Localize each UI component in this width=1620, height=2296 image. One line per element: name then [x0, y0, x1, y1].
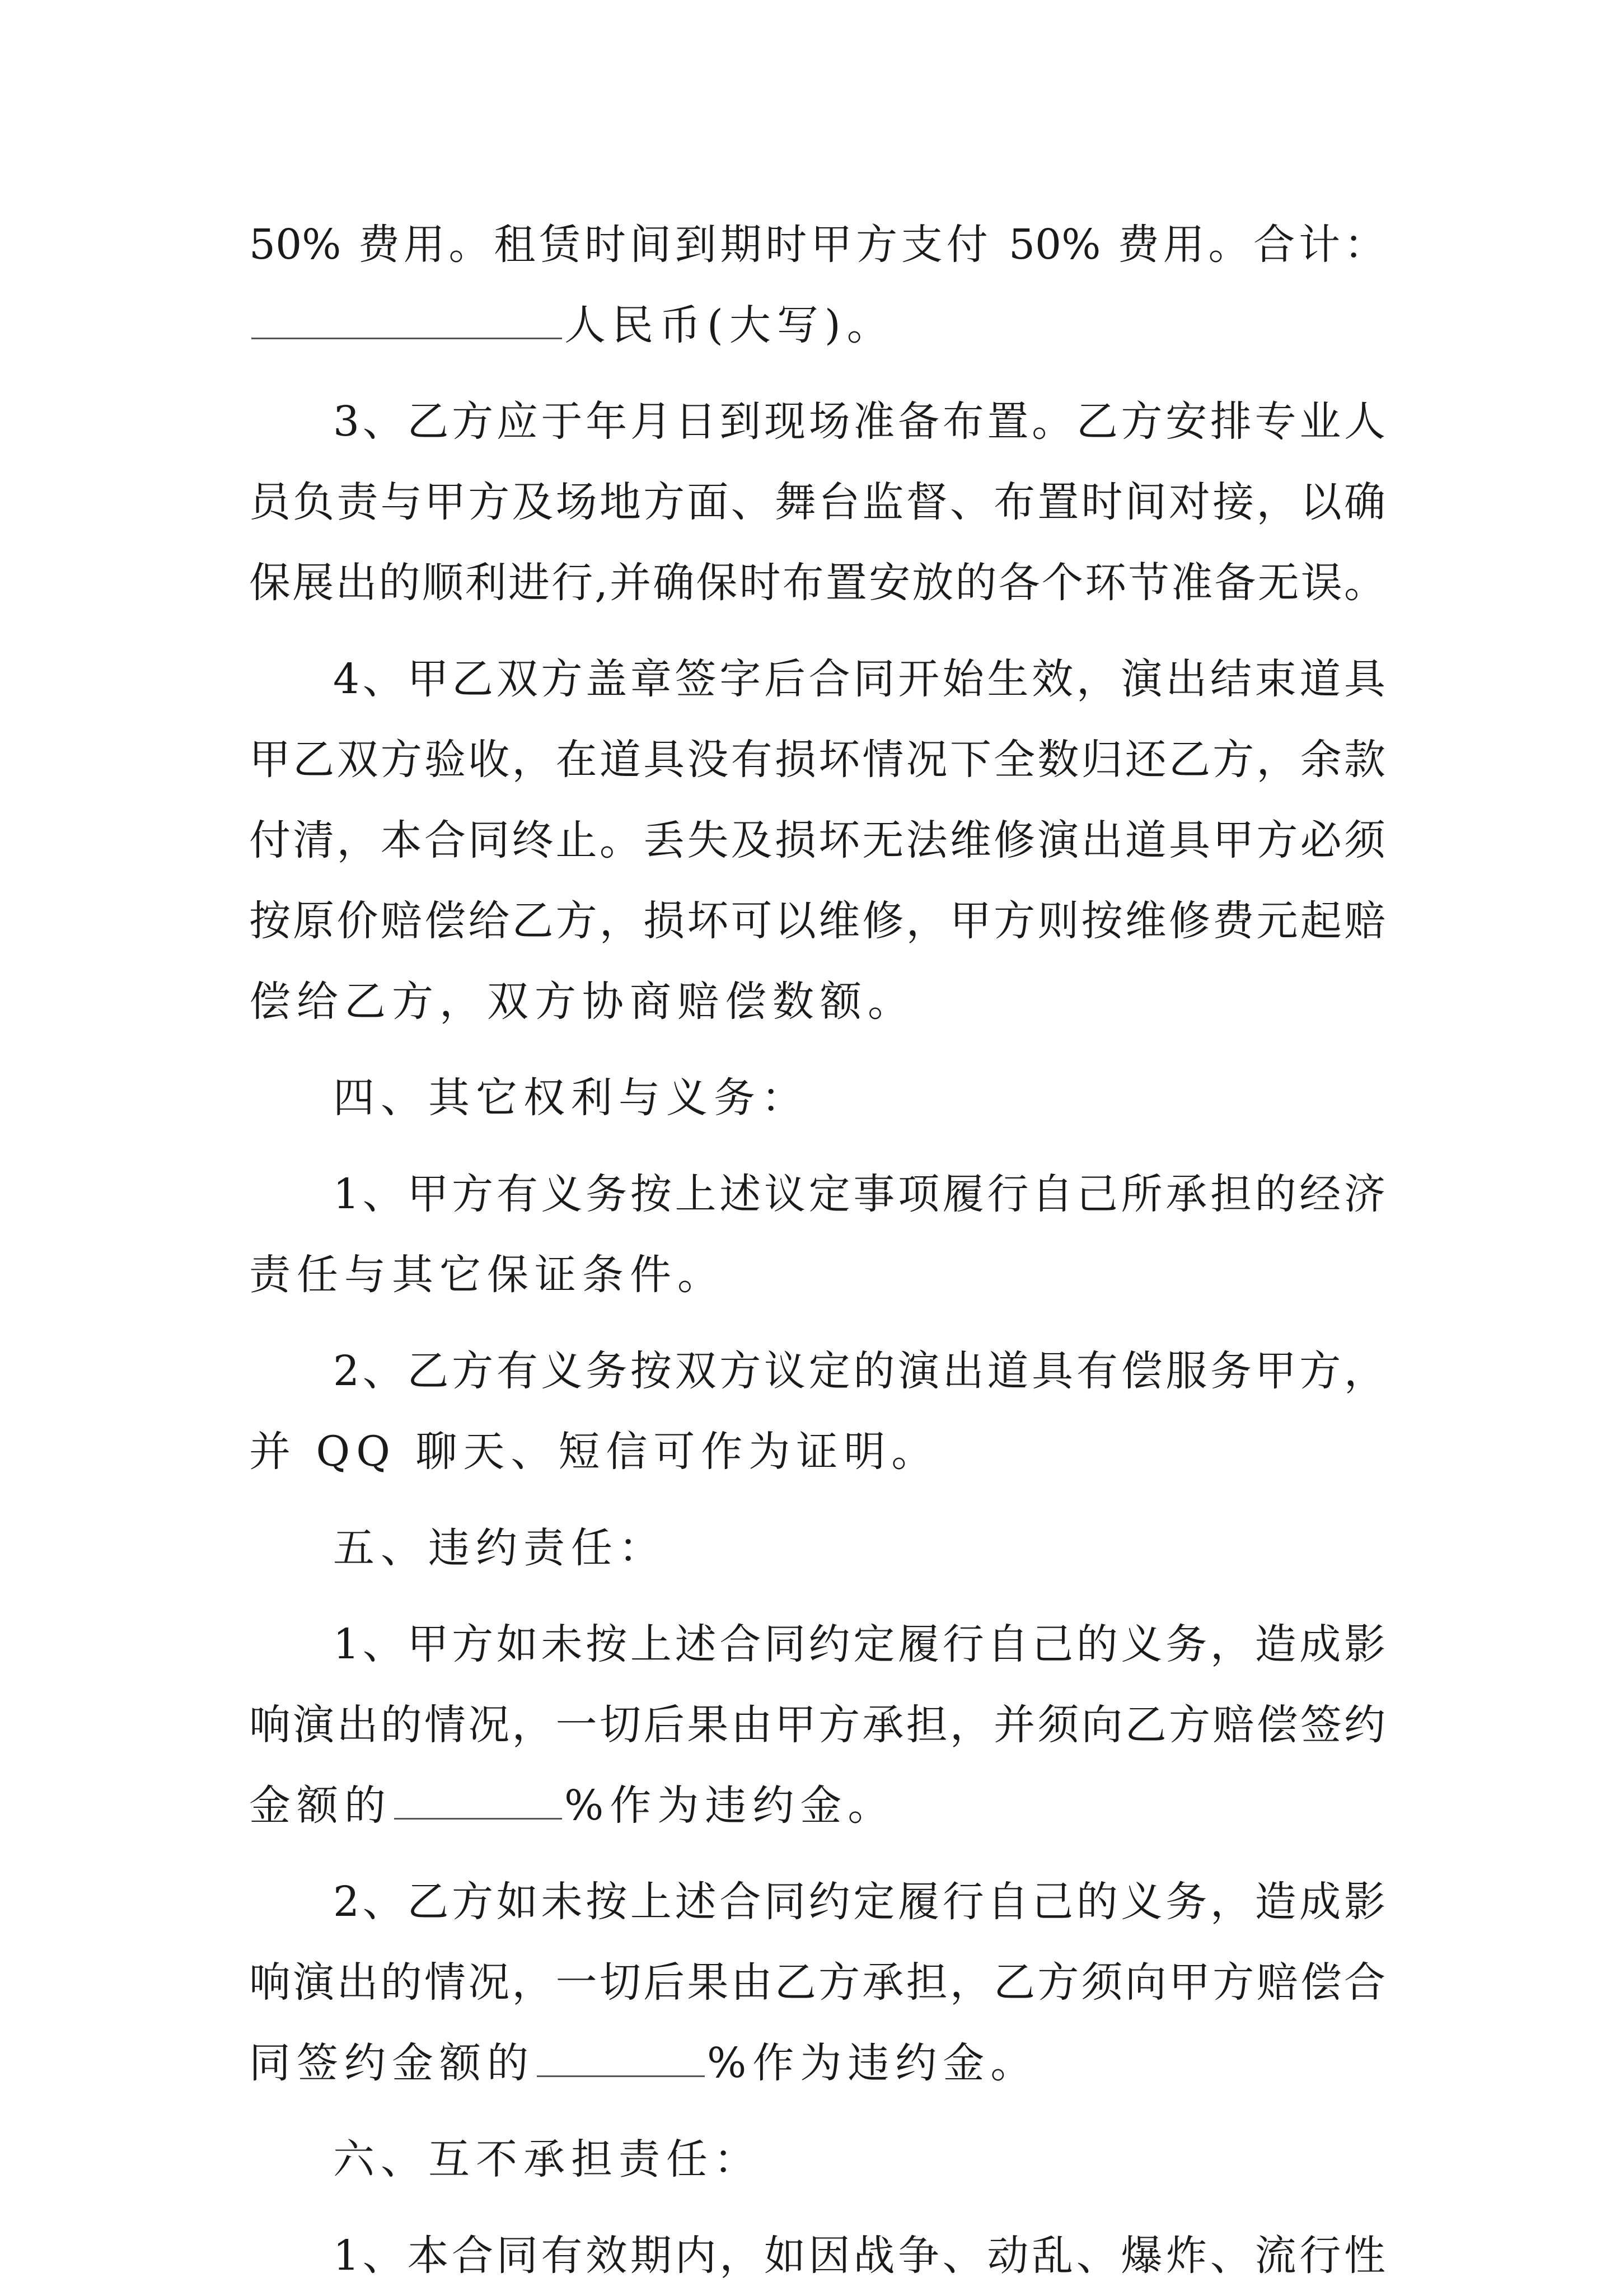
- text-line: 按原价赔偿给乙方，损坏可以维修，甲方则按维修费元起赔: [249, 897, 1385, 945]
- section-heading-rights-obligations: [249, 1058, 1385, 1138]
- text-line: 响演出的情况，一切后果由乙方承担，乙方须向甲方赔偿合: [249, 1958, 1385, 2007]
- section-heading: 六、互不承担责任：: [333, 2135, 761, 2183]
- text-line: 响演出的情况，一切后果由甲方承担，并须向乙方赔偿签约: [249, 1701, 1385, 1749]
- paragraph-rights-1: [249, 1154, 1385, 1315]
- fill-in-blank-percent[interactable]: [394, 1773, 562, 1820]
- text-line: 责任与其它保证条件。: [249, 1251, 725, 1299]
- section-heading-no-liability: [249, 2119, 1385, 2200]
- paragraph-clause-3: [249, 381, 1385, 623]
- text-line: 50% 费用。租赁时间到期时甲方支付 50% 费用。合计：: [249, 221, 1385, 269]
- section-heading: 五、违约责任：: [333, 1524, 666, 1572]
- fill-in-blank-amount[interactable]: [251, 293, 562, 339]
- text-line: 甲乙双方验收，在道具没有损坏情况下全数归还乙方，余款: [249, 736, 1385, 784]
- paragraph-rights-2: [249, 1331, 1385, 1492]
- text-line: 并 QQ 聊天、短信可作为证明。: [249, 1428, 939, 1476]
- text-line-with-blank: 同签约金额的 %作为违约金。: [249, 2023, 1385, 2103]
- text-line: 付清，本合同终止。丢失及损坏无法维修演出道具甲方必须: [249, 816, 1385, 864]
- section-heading-breach-liability: [249, 1508, 1385, 1588]
- text-line: 2、乙方如未按上述合同约定履行自己的义务，造成影: [333, 1878, 1385, 1926]
- text-line: 2、乙方有义务按双方议定的演出道具有偿服务甲方，: [333, 1347, 1385, 1395]
- text-line: 1、甲方如未按上述合同约定履行自己的义务，造成影: [333, 1620, 1385, 1668]
- text-line: 3、乙方应于年月日到现场准备布置。乙方安排专业人: [333, 398, 1385, 446]
- paragraph-no-liability-1: [249, 2215, 1385, 2296]
- paragraph-payment-total: [249, 204, 1385, 366]
- text-line-with-blank: 人民币(大写)。: [249, 285, 1385, 366]
- text-line: 保展出的顺利进行,并确保时布置安放的各个环节准备无误。: [249, 559, 1385, 607]
- text-line-with-blank: 金额的 %作为违约金。: [249, 1765, 1385, 1846]
- text-line: 1、本合同有效期内，如因战争、动乱、爆炸、流行性: [333, 2232, 1385, 2280]
- paragraph-clause-4: [249, 639, 1385, 1042]
- text-line: 偿给乙方，双方协商赔偿数额。: [249, 978, 915, 1026]
- text-line: 1、甲方有义务按上述议定事项履行自己所承担的经济: [333, 1170, 1385, 1218]
- paragraph-breach-2: [249, 1862, 1385, 2103]
- fill-in-blank-percent[interactable]: [537, 2031, 705, 2077]
- paragraph-breach-1: [249, 1604, 1385, 1846]
- text-line: 4、甲乙双方盖章签字后合同开始生效，演出结束道具: [333, 655, 1385, 703]
- document-body: [249, 204, 1385, 2296]
- section-heading: 四、其它权利与义务：: [333, 1074, 809, 1122]
- text-line: 员负责与甲方及场地方面、舞台监督、布置时间对接，以确: [249, 478, 1385, 526]
